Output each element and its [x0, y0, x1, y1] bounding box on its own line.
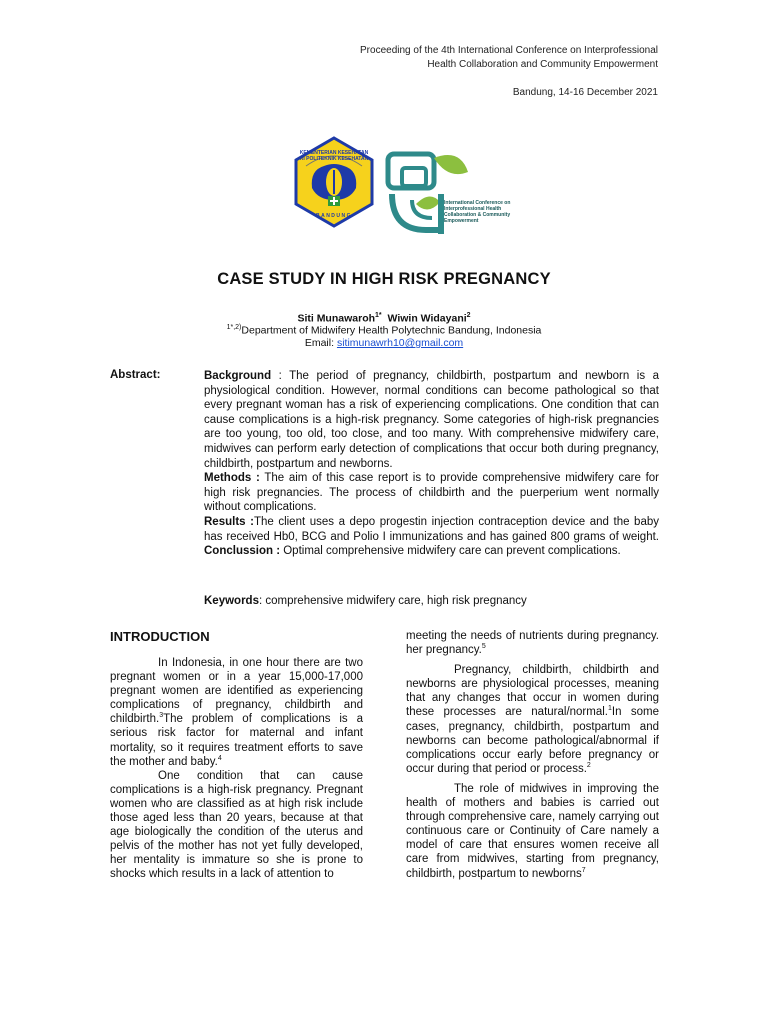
author-1: Siti Munawaroh	[297, 312, 376, 325]
author-line	[0, 312, 768, 325]
keywords-text: : comprehensive midwifery care, high risk pregnancy	[258, 595, 527, 607]
background-text: : The period of pregnancy, childbirth, postpartum and newborn is a physiological condition. However, normal conditions can become pathological so that every pregnant woman has a risk of experiencing complications. One condition that can cause complications is a high-risk pregnancy. Some categories of high-risk pregnancies are too young, too old, too close, and too many. With comprehensive midwifery care, midwives can perform early detection of complications that occur both during pregnancy, childbirth, postpartum and newborns.	[204, 370, 659, 470]
paper-title: CASE STUDY IN HIGH RISK PREGNANCY	[217, 270, 551, 288]
keywords-label: Keywords	[204, 595, 259, 607]
intro-p1-text-a: In Indonesia, in one hour there are two pregnant women or in a year 15,000-17,000 pregnant women are identified as experiencing complications of pregnancy, childbirth and childbirth.	[110, 657, 363, 726]
citation-7: 7	[581, 866, 586, 874]
intro-paragraph-2: One condition that can cause complications is a high-risk pregnancy. Pregnant women who are classified as at high risk include those aged less than 20 years, because at that age biologically the condition of the uterus and pelvis of the mother has not yet fully developed, her mentality is immature so she is prone to shocks which results in a lack of attention to	[110, 769, 363, 881]
left-column	[110, 656, 363, 882]
abstract-body	[204, 369, 659, 559]
background-label: Background	[204, 370, 272, 382]
results-text: The client uses a depo progestin injection contraception device and the baby has received Hb0, BCG and Polio I immunizations and has gained 800 grams of weight.	[204, 515, 659, 543]
introduction-heading: INTRODUCTION	[110, 629, 210, 644]
citation-1: 1	[607, 705, 612, 713]
conference-date: Bandung, 14-16 December 2021	[512, 87, 658, 98]
email-line	[0, 337, 768, 349]
right-column	[406, 629, 659, 881]
email-label: Email:	[304, 337, 335, 349]
abstract-results	[204, 515, 659, 559]
methods-label: Methods :	[204, 472, 260, 485]
conference-logo-text: International Conference on Interprofessional Health Collaboration & Community Empowerment	[444, 200, 511, 224]
intro-paragraph-1	[110, 656, 363, 769]
proceeding-header-line1: Proceeding of the 4th International Conference on Interprofessional	[360, 45, 658, 56]
affiliation-text: Department of Midwifery Health Polytechnic Bandung, Indonesia	[241, 324, 542, 337]
conference-logo	[382, 150, 502, 245]
citation-2: 2	[586, 762, 591, 770]
intro-paragraph-3	[406, 629, 659, 657]
intro-p4-text-b: In some cases, pregnancy, childbirth, postpartum and newborns can become pathological/abnormal if complications occur early before pregnancy or occur during that period or process.	[406, 706, 659, 775]
abstract-methods	[204, 471, 659, 515]
abstract-label: Abstract:	[110, 369, 161, 381]
author-2: Wiwin Widayani	[387, 312, 467, 325]
intro-p3-text: meeting the needs of nutrients during pregnancy. her pregnancy.	[406, 630, 659, 657]
citation-4: 4	[217, 754, 222, 762]
author-1-marker: 1*	[375, 312, 382, 319]
proceeding-header	[360, 44, 658, 72]
author-2-marker: 2	[466, 312, 471, 319]
intro-paragraph-4	[406, 663, 659, 776]
email-link[interactable]: sitimunawrh10@gmail.com	[336, 337, 464, 349]
affiliation-marker: 1*,2)	[226, 324, 242, 331]
results-label: Results :	[204, 515, 254, 528]
poltekkes-logo-text: KEMENTERIAN KESEHATAN RI POLITEKNIK KESEHATAN	[299, 150, 369, 162]
keywords	[204, 595, 527, 607]
conclusion-text: Optimal comprehensive midwifery care can prevent complications.	[280, 545, 621, 558]
citation-3: 3	[159, 712, 164, 720]
proceeding-header-line2: Health Collaboration and Community Empowerment	[427, 59, 658, 70]
intro-paragraph-5	[406, 782, 659, 881]
conclusion-label: Conclussion :	[204, 545, 281, 558]
intro-p4-text-a: Pregnancy, childbirth, childbirth and newborns are physiological processes, meaning that any changes that occur in women during these processes are natural/normal.	[406, 664, 659, 719]
intro-p5-text: The role of midwives in improving the health of mothers and babies is carried out through comprehensive care, namely carrying out continuous care or Continuity of Care namely a model of care that ensures women receive all care from midwives, starting from pregnancy, childbirth, postpartum to newborns	[406, 782, 659, 880]
poltekkes-logo-city: BANDUNG	[315, 213, 353, 219]
citation-5: 5	[481, 643, 486, 651]
intro-p1-text-b: The problem of complications is a serious risk factor for maternal and infant mortality, so it requires treatment efforts to save the mother and baby.	[110, 713, 363, 768]
abstract-background	[204, 369, 659, 471]
methods-text: The aim of this case report is to provide comprehensive midwifery care for high risk pregnancies. The process of childbirth and the puerperium went normally without complications.	[204, 472, 659, 514]
affiliation	[0, 324, 768, 337]
